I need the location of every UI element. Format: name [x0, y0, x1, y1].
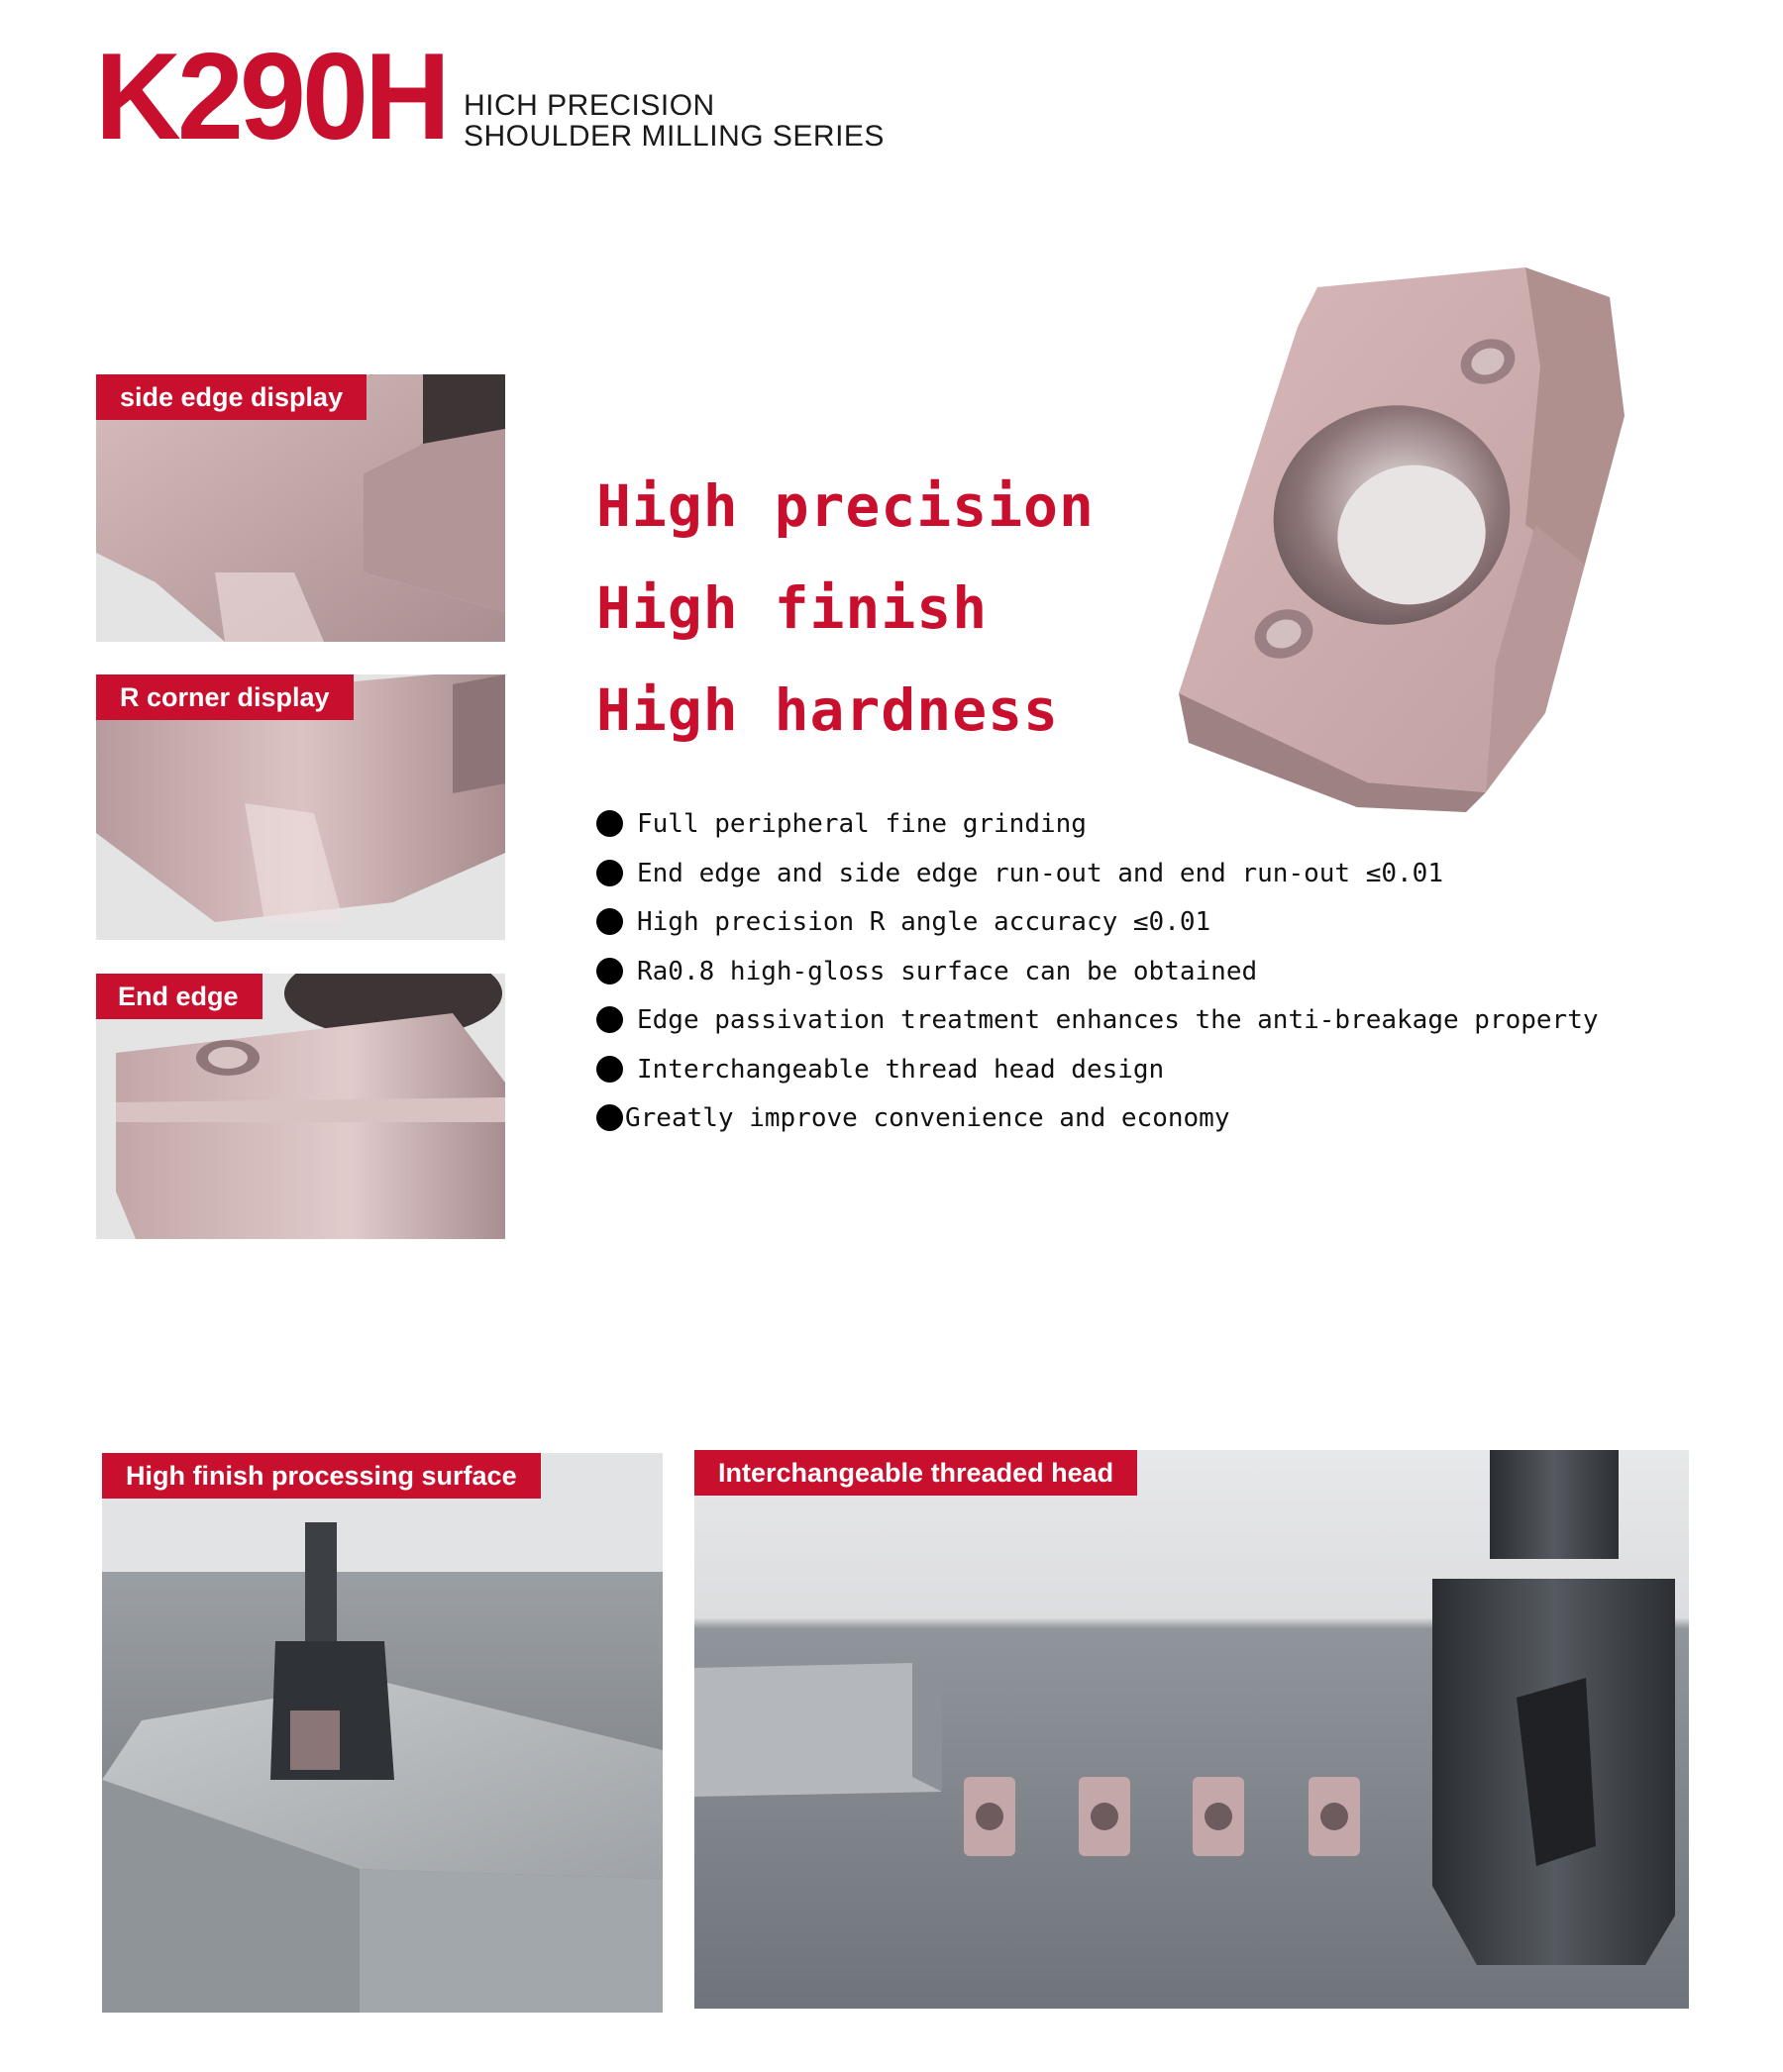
side-edge-photo [96, 374, 505, 642]
bullet-icon [596, 958, 623, 984]
bullet-icon [596, 1006, 623, 1033]
feature-text: Greatly improve convenience and economy [625, 1103, 1230, 1133]
feature-item [596, 1004, 1599, 1054]
end-edge-label: End edge [96, 974, 262, 1019]
threaded-head-photo [694, 1450, 1689, 2009]
end-edge-photo [96, 974, 505, 1239]
feature-text: Full peripheral fine grinding [637, 809, 1087, 839]
side-edge-label: side edge display [96, 374, 367, 420]
finish-surface-label: High finish processing surface [102, 1453, 541, 1499]
feature-text: Ra0.8 high-gloss surface can be obtained [637, 956, 1258, 986]
r-corner-label: R corner display [96, 674, 354, 720]
model-title: K290H [95, 29, 448, 165]
headline-3: High hardness [596, 676, 1059, 744]
feature-item [596, 858, 1599, 907]
feature-list [596, 808, 1599, 1152]
feature-item [596, 1102, 1599, 1152]
r-corner-photo [96, 674, 505, 940]
headline-1: High precision [596, 472, 1095, 540]
insert-hero-image [1169, 267, 1634, 812]
feature-text: Edge passivation treatment enhances the anti-breakage property [637, 1005, 1599, 1035]
bullet-icon [596, 810, 623, 837]
feature-item [596, 906, 1599, 956]
subtitle-line-1: HICH PRECISION [464, 89, 715, 122]
headline-2: High finish [596, 574, 989, 642]
feature-item [596, 808, 1599, 858]
bullet-icon [596, 908, 623, 935]
bullet-icon [596, 1104, 623, 1131]
bullet-icon [596, 1056, 623, 1083]
threaded-head-label: Interchangeable threaded head [694, 1450, 1137, 1496]
feature-text: End edge and side edge run-out and end run-out ≤0.01 [637, 858, 1443, 888]
feature-item [596, 1054, 1599, 1103]
feature-item [596, 956, 1599, 1005]
feature-text: High precision R angle accuracy ≤0.01 [637, 907, 1211, 937]
subtitle-line-2: SHOULDER MILLING SERIES [464, 120, 885, 153]
feature-text: Interchangeable thread head design [637, 1054, 1165, 1085]
bullet-icon [596, 860, 623, 886]
finish-surface-photo [102, 1453, 663, 2013]
